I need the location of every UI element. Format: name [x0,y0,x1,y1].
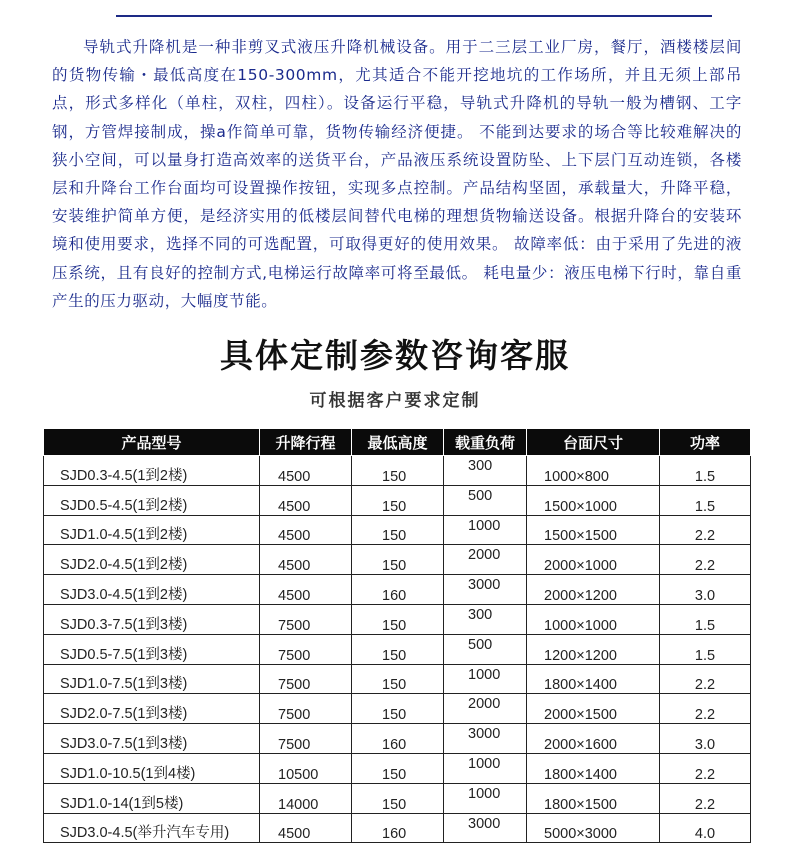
cell-load: 300 [444,456,527,486]
table-row [44,783,751,813]
cell-platform-size: 1800×1400 [527,753,660,783]
cell-min-height: 150 [352,515,444,545]
cell-load: 2000 [444,545,527,575]
cell-min-height: 160 [352,575,444,605]
table-header-row [44,429,751,456]
cell-platform-size: 1200×1200 [527,634,660,664]
table-row [44,694,751,724]
cell-model: SJD0.5-4.5(1到2楼) [44,485,260,515]
cell-min-height: 160 [352,724,444,754]
cell-power: 2.2 [660,783,751,813]
cell-model: SJD1.0-10.5(1到4楼) [44,753,260,783]
cell-platform-size: 2000×1200 [527,575,660,605]
cell-model: SJD0.3-4.5(1到2楼) [44,456,260,486]
cell-load: 500 [444,485,527,515]
cell-power: 1.5 [660,604,751,634]
cell-stroke: 4500 [260,575,352,605]
intro-paragraph: 导轨式升降机是一种非剪叉式液压升降机械设备。用于二三层工业厂房，餐厅，酒楼楼层间的货物传输・最低高度在150-300mm，尤其适合不能开挖地坑的工作场所，并且无须上部吊点，形式多样化（单柱，双柱，四柱）。设备运行平稳，导轨式升降机的导轨一般为槽钢、工字钢，方管焊接制成，操a作简单可靠，货物传输经济便捷。 不能到达要求的场合等比较难解决的狭小空间，可以量身打造高效率的送货平台，产品液压系统设置防坠、上下层门互动连锁，各楼层和升降台工作台面均可设置操作按钮，实现多点控制。产品结构坚固，承载量大，升降平稳，安装维护简单方便，是经济实用的低楼层间替代电梯的理想货物输送设备。根据升降台的安装环境和使用要求，选择不同的可选配置，可取得更好的使用效果。 故障率低：由于采用了先进的液压系统，且有良好的控制方式,电梯运行故障率可将至最低。 耗电量少：液压电梯下行时，靠自重产生的压力驱动，大幅度节能。 [52,38,742,310]
cell-min-height: 150 [352,783,444,813]
cell-min-height: 150 [352,634,444,664]
cell-model: SJD2.0-7.5(1到3楼) [44,694,260,724]
header-platform-size: 台面尺寸 [527,429,660,456]
cell-model: SJD1.0-7.5(1到3楼) [44,664,260,694]
cell-stroke: 7500 [260,664,352,694]
cell-power: 1.5 [660,485,751,515]
cell-min-height: 150 [352,485,444,515]
cell-power: 3.0 [660,724,751,754]
cell-platform-size: 2000×1500 [527,694,660,724]
cell-platform-size: 1800×1500 [527,783,660,813]
cell-stroke: 7500 [260,604,352,634]
cell-power: 1.5 [660,634,751,664]
cell-model: SJD1.0-4.5(1到2楼) [44,515,260,545]
cell-power: 2.2 [660,753,751,783]
cell-platform-size: 5000×3000 [527,813,660,843]
header-model: 产品型号 [44,429,260,456]
table-row [44,545,751,575]
cell-power: 2.2 [660,664,751,694]
table-row [44,575,751,605]
page-subtitle: 可根据客户要求定制 [309,391,481,411]
header-min-height: 最低高度 [352,429,444,456]
cell-power: 2.2 [660,515,751,545]
header-power: 功率 [660,429,751,456]
cell-min-height: 150 [352,545,444,575]
table-row [44,634,751,664]
cell-model: SJD0.5-7.5(1到3楼) [44,634,260,664]
cell-load: 500 [444,634,527,664]
table-row [44,724,751,754]
spec-table [43,428,751,843]
table-row [44,753,751,783]
cell-load: 1000 [444,753,527,783]
cell-stroke: 14000 [260,783,352,813]
cell-min-height: 160 [352,813,444,843]
cell-min-height: 150 [352,664,444,694]
cell-min-height: 150 [352,604,444,634]
cell-min-height: 150 [352,456,444,486]
page-title: 具体定制参数咨询客服 [220,336,570,375]
cell-min-height: 150 [352,753,444,783]
cell-platform-size: 1000×800 [527,456,660,486]
cell-model: SJD1.0-14(1到5楼) [44,783,260,813]
cell-model: SJD3.0-4.5(举升汽车专用) [44,813,260,843]
cell-load: 3000 [444,813,527,843]
top-divider [116,15,712,17]
cell-load: 1000 [444,664,527,694]
cell-stroke: 4500 [260,456,352,486]
cell-power: 2.2 [660,545,751,575]
cell-min-height: 150 [352,694,444,724]
cell-model: SJD0.3-7.5(1到3楼) [44,604,260,634]
cell-stroke: 4500 [260,545,352,575]
cell-platform-size: 1800×1400 [527,664,660,694]
cell-platform-size: 2000×1000 [527,545,660,575]
table-row [44,604,751,634]
cell-stroke: 7500 [260,724,352,754]
cell-stroke: 4500 [260,485,352,515]
table-body [44,456,751,843]
cell-platform-size: 1500×1500 [527,515,660,545]
cell-stroke: 10500 [260,753,352,783]
header-stroke: 升降行程 [260,429,352,456]
table-row [44,664,751,694]
table-row [44,813,751,843]
cell-power: 2.2 [660,694,751,724]
cell-load: 1000 [444,783,527,813]
cell-stroke: 7500 [260,634,352,664]
cell-stroke: 7500 [260,694,352,724]
cell-power: 1.5 [660,456,751,486]
cell-load: 1000 [444,515,527,545]
table-row [44,485,751,515]
cell-stroke: 4500 [260,813,352,843]
cell-load: 3000 [444,575,527,605]
cell-power: 4.0 [660,813,751,843]
table-row [44,456,751,486]
cell-load: 300 [444,604,527,634]
cell-stroke: 4500 [260,515,352,545]
cell-power: 3.0 [660,575,751,605]
header-load: 载重负荷 [444,429,527,456]
cell-model: SJD2.0-4.5(1到2楼) [44,545,260,575]
cell-load: 3000 [444,724,527,754]
cell-platform-size: 2000×1600 [527,724,660,754]
cell-model: SJD3.0-4.5(1到2楼) [44,575,260,605]
cell-platform-size: 1500×1000 [527,485,660,515]
cell-load: 2000 [444,694,527,724]
table-row [44,515,751,545]
cell-model: SJD3.0-7.5(1到3楼) [44,724,260,754]
cell-platform-size: 1000×1000 [527,604,660,634]
